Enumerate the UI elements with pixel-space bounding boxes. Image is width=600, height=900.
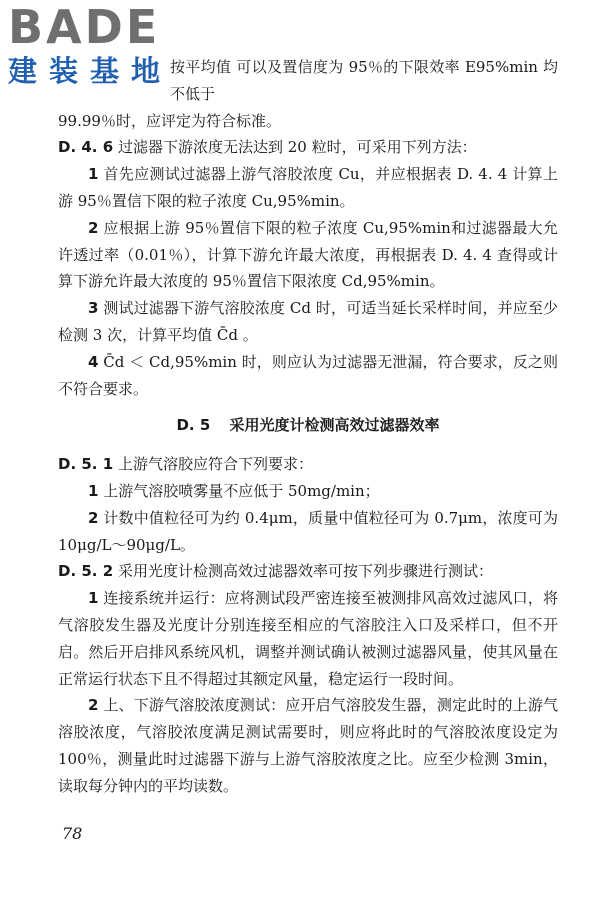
d52-item-2-text: 上、下游气溶胶浓度测试：应开启气溶胶发生器，测定此时的上游气溶胶浓度，气溶胶浓度满足测试需要时，则应将此时的气溶胶浓度设定为 100％，测量此时过滤器下游与上游气溶胶浓度之比。应至少检测 3min，读取每分钟内的平均读数。 <box>58 696 558 795</box>
clause-d46-number: D. 4. 6 <box>58 138 114 157</box>
clause-d52-text: 采用光度计检测高效过滤器效率可按下列步骤进行测试： <box>117 562 493 581</box>
d46-item-3-text: 测试过滤器下游气溶胶浓度 Cd 时，可适当延长采样时间，并应至少检测 3 次，计算平均值 C̄d 。 <box>58 299 558 344</box>
d51-item-2-text: 计数中值粒径可为约 0.4μm，质量中值粒径可为 0.7μm，浓度可为 10μg/L～90μg/L。 <box>58 508 558 554</box>
d46-item-1-text: 首先应测试过滤器上游气溶胶浓度 Cu，并应根据表 D. 4. 4 计算上游 95％置信下限的粒子浓度 Cu,95%min。 <box>58 165 558 210</box>
section-d5-heading <box>58 412 558 439</box>
section-d5-number: D. 5 <box>176 416 211 435</box>
page-number: 78 <box>62 824 83 843</box>
d52-item-2 <box>58 692 558 799</box>
d46-item-3 <box>58 295 558 349</box>
d46-item-3-number: 3 <box>88 299 99 318</box>
section-d5-title: 采用光度计检测高效过滤器效率 <box>229 416 440 435</box>
carryover-line-2: 99.99％时，应评定为符合标准。 <box>58 111 281 130</box>
d46-item-1-number: 1 <box>88 165 99 184</box>
d46-item-2-text: 应根据上游 95％置信下限的粒子浓度 Cu,95%min和过滤器最大允许透过率（0.01％），计算下游允许最大浓度，再根据表 D. 4. 4 查得或计算下游允许最大浓度的 95％置信下限浓度 Cd,95%min。 <box>58 218 558 291</box>
d52-item-1-number: 1 <box>88 589 99 608</box>
clause-d52-number: D. 5. 2 <box>58 562 114 581</box>
logo-latin-text: BADE <box>8 0 161 54</box>
d51-item-2-number: 2 <box>88 508 99 527</box>
page-body <box>58 54 558 800</box>
d46-item-2-number: 2 <box>88 218 99 237</box>
d51-item-1 <box>58 478 558 505</box>
d52-item-1 <box>58 585 558 692</box>
clause-d46-text: 过滤器下游浓度无法达到 20 粒时，可采用下列方法： <box>117 138 477 157</box>
clause-d52 <box>58 558 558 585</box>
d51-item-2 <box>58 505 558 559</box>
logo-cjk-text: 建装基地 <box>8 54 173 88</box>
carryover-line-1: 按平均值 可以及置信度为 95％的下限效率 E95%min 均不低于 <box>170 58 558 103</box>
d46-item-4-text: C̄d ＜ Cd,95%min 时，则应认为过滤器无泄漏，符合要求，反之则不符合要求。 <box>58 352 558 398</box>
d46-item-4-number: 4 <box>88 352 99 371</box>
clause-d51-number: D. 5. 1 <box>58 455 114 474</box>
d52-item-2-number: 2 <box>88 696 99 715</box>
d52-item-1-text: 连接系统并运行：应将测试段严密连接至被测排风高效过滤风口，将气溶胶发生器及光度计分别连接至相应的气溶胶注入口及采样口，但不开启。然后开启排风系统风机，调整并测试确认被测过滤器风量，使其风量在正常运行状态下且不得超过其额定风量，稳定运行一段时间。 <box>58 589 558 688</box>
clause-d51 <box>58 451 558 478</box>
d51-item-1-number: 1 <box>88 481 99 500</box>
clause-d46 <box>58 134 558 161</box>
d46-item-1 <box>58 161 558 215</box>
d46-item-4 <box>58 349 558 403</box>
d51-item-1-text: 上游气溶胶喷雾量不应低于 50mg/min； <box>103 481 380 500</box>
clause-d51-text: 上游气溶胶应符合下列要求： <box>117 455 313 474</box>
d46-item-2 <box>58 215 558 295</box>
